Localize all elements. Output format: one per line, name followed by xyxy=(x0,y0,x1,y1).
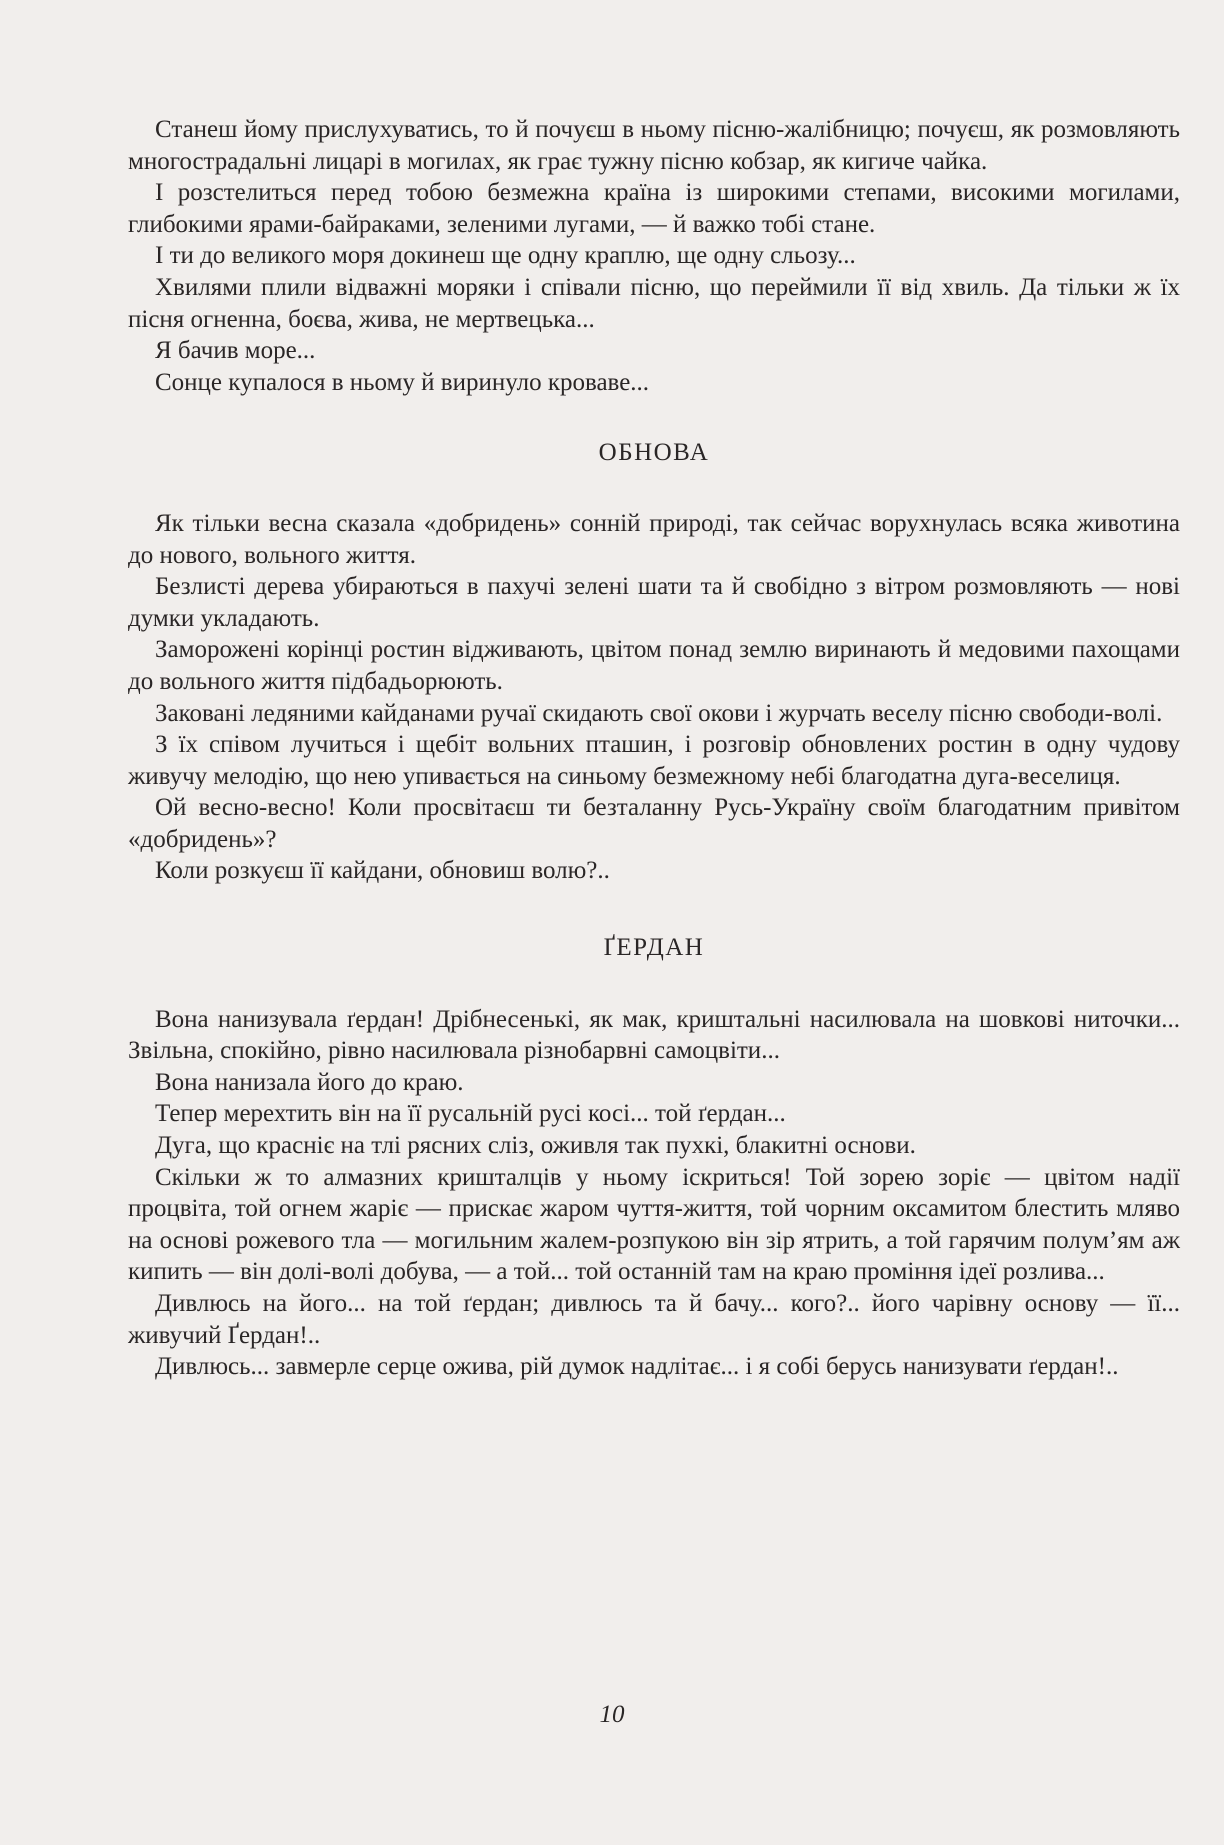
section-gerdan xyxy=(128,1004,1180,1383)
page-number: 10 xyxy=(599,1701,625,1728)
section-heading-gerdan: ҐЕРДАН xyxy=(603,934,705,962)
paragraph: І розстелиться перед тобою безмежна країна із широкими степами, високими могилами, глибокими ярами-байраками, зеленими лугами, — й важко тобі стане. xyxy=(128,179,1180,238)
paragraph: Коли розкуєш її кайдани, обновиш волю?.. xyxy=(155,857,610,885)
section-obnova xyxy=(128,508,1180,887)
paragraph: Тепер мерехтить він на її русальній русі косі... той ґердан... xyxy=(155,1100,786,1128)
paragraph: Сонце купалося в ньому й виринуло кроваве... xyxy=(155,368,650,396)
paragraph: Як тільки весна сказала «добридень» сонній природі, так сейчас ворухнулась всяка животина до нового, вольного життя. xyxy=(128,509,1180,569)
paragraph: Вона нанизувала ґердан! Дрібнесенькі, як мак, криштальні насилювала на шовкові ниточки... Звільна, спокійно, рівно насилювала різнобарвні самоцвіти... xyxy=(128,1005,1180,1065)
section-heading-obnova: ОБНОВА xyxy=(598,439,710,467)
section-intro xyxy=(128,114,1180,398)
paragraph: Закованi ледяними кайданами ручаї скидають свої окови і журчать веселу пісню свободи-волі. xyxy=(155,699,1163,727)
paragraph: Я бачив море... xyxy=(155,337,316,365)
paragraph: Станеш йому прислухуватись, то й почуєш в ньому пісню-жалібницю; почуєш, як розмовляють многострадальні лицарі в могилах, як грає тужну пісню кобзар, як кигиче чайка. xyxy=(128,116,1180,175)
paragraph: З їх співом лучиться і щебіт вольних пташин, і розговір обновлених ростин в одну чудову живучу мелодію, що нею упивається на синьому безмежному небі благодатна дуга-веселиця. xyxy=(128,731,1180,790)
paragraph: Хвилями плили відважні моряки і співали пісню, що переймили її від хвиль. Да тільки ж їх пісня огненна, боєва, жива, не мертвецька... xyxy=(128,273,1180,333)
paragraph: Заморожені корінці ростин відживають, цвітом понад землю виринають й медовими пахощами до вольного життя підбадьорюють. xyxy=(128,636,1180,695)
paragraph: І ти до великого моря докинеш ще одну краплю, ще одну сльозу... xyxy=(155,242,856,270)
paragraph: Ой весно-весно! Коли просвітаєш ти безталанну Русь-Україну своїм благодатним привітом «добридень»? xyxy=(128,794,1180,853)
paragraph: Безлисті дерева убираються в пахучі зелені шати та й свобідно з вітром розмовляють — нові думки укладають. xyxy=(128,573,1180,632)
paragraph: Дивлюсь... завмерле серце ожива, рій думок надлітає... і я собі берусь нанизувати ґердан!.. xyxy=(155,1353,1119,1381)
page-text xyxy=(128,114,1180,1383)
paragraph: Дивлюсь на його... на той ґердан; дивлюсь та й бачу... кого?.. його чарівну основу — її... живучий Ґердан!.. xyxy=(128,1290,1180,1349)
paragraph: Дуга, що краснiє на тлі рясних сліз, оживля так пухкі, блакитні основи. xyxy=(155,1132,916,1160)
paragraph: Вона нанизала його до краю. xyxy=(155,1068,464,1096)
paragraph: Скільки ж то алмазних кришталців у ньому іскриться! Той зорею зоріє — цвітом надії процвіта, той огнем жаріє — прискає жаром чуття-життя, той чорним оксамитом блестить мляво на основі рожевого тла — могильним жалем-розпукою він зір ятрить, а той гарячим полум’ям аж кипить — він долі-волі добува, — а той... той останній там на краю проміння ідеї розлива... xyxy=(128,1163,1180,1286)
